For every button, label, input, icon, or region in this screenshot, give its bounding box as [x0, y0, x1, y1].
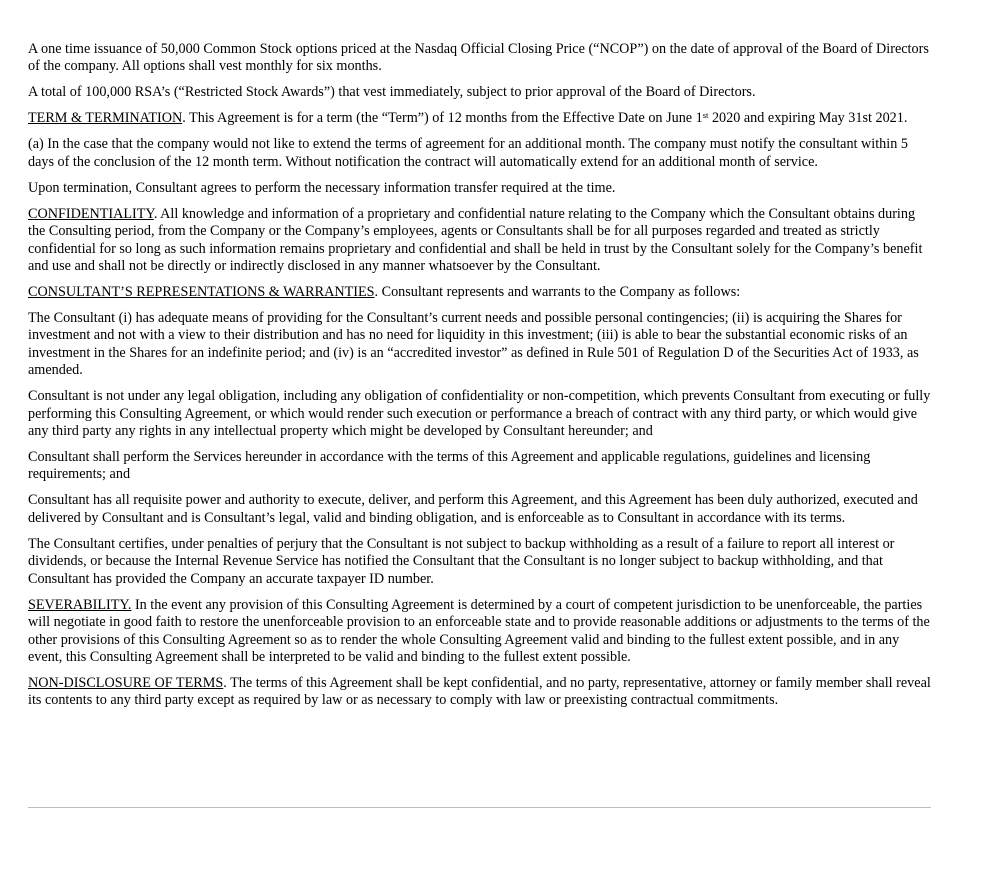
severability-text: In the event any provision of this Consulting Agreement is determined by a court of competent jurisdiction to be unenforceable, the parties will negotiate in good faith to restore the unenforceable provision to an enforceable state and to provide reasonable additions or adjustments to the terms of the other provisions of this Consulting Agreement so as to render the whole Consulting Agreement valid and binding to the fullest extent possible, and in any event, this Consulting Agreement shall be interpreted to be valid and binding to the fullest extent possible.	[28, 596, 930, 665]
extension-paragraph: (a) In the case that the company would not like to extend the terms of agreement for an additional month. The company must notify the consultant within 5 days of the conclusion of the 12 month term. Without notification the contract will automatically extend for an additional month of service.	[28, 136, 908, 170]
representations-heading: CONSULTANT’S REPRESENTATIONS & WARRANTIES	[28, 284, 375, 301]
confidentiality-paragraph	[28, 206, 933, 276]
term-termination-paragraph	[28, 110, 933, 127]
page-divider	[28, 807, 931, 808]
representations-text: . Consultant represents and warrants to the Company as follows:	[374, 284, 741, 301]
services-compliance-paragraph: Consultant shall perform the Services hereunder in accordance with the terms of this Agreement and applicable regulations, guidelines and licensing requirements; and	[28, 449, 871, 483]
backup-withholding-paragraph: The Consultant certifies, under penalties of perjury that the Consultant is not subject to backup withholding as a result of a failure to report all interest or dividends, or because the Internal Revenue Service has notified the Consultant that the Consultant is no longer subject to backup withholding, and that Consultant has provided the Company an accurate taxpayer ID number.	[28, 535, 895, 587]
stock-options-paragraph: A one time issuance of 50,000 Common Stock options priced at the Nasdaq Official Closing Price (“NCOP”) on the date of approval of the Board of Directors of the company. All options shall vest monthly for six months.	[28, 41, 929, 75]
investor-status-paragraph: The Consultant (i) has adequate means of providing for the Consultant’s current needs and possible personal contingencies; (ii) is acquiring the Shares for investment and not with a view to their distribution and has no need for liquidity in this investment; (iii) is able to bear the substantial economic risks of an investment in the Shares for an indefinite period; and (iv) is an “accredited investor” as defined in Rule 501 of Regulation D of the Securities Act of 1933, as amended.	[28, 310, 919, 379]
confidentiality-text: . All knowledge and information of a proprietary and confidential nature relating to the Company which the Consultant obtains during the Consulting period, from the Company or the Company’s employees, agents or Consultants shall be for all purposes regarded and treated as strictly confidential for so long as such information remains proprietary and confidential and shall be held in trust by the Consultant solely for the Company’s benefit and use and shall not be directly or indirectly disclosed in any manner whatsoever by the Consultant.	[28, 205, 923, 275]
termination-transfer-paragraph: Upon termination, Consultant agrees to perform the necessary information transfer required at the time.	[28, 179, 616, 196]
rsa-paragraph: A total of 100,000 RSA’s (“Restricted Stock Awards”) that vest immediately, subject to prior approval of the Board of Directors.	[28, 84, 756, 101]
non-disclosure-heading: NON-DISCLOSURE OF TERMS	[28, 674, 224, 691]
document-body	[28, 41, 933, 718]
representations-paragraph	[28, 284, 933, 301]
severability-paragraph	[28, 597, 933, 667]
term-text-before: . This Agreement is for a term (the “Term”) of 12 months from the Effective Date on June 1	[182, 110, 703, 127]
non-disclosure-text: . The terms of this Agreement shall be kept confidential, and no party, representative, attorney or family member shall reveal its contents to any third party except as required by law or as necessary to comply with law or preexisting contractual commitments.	[28, 674, 931, 709]
non-disclosure-paragraph	[28, 675, 933, 710]
term-termination-heading: TERM & TERMINATION	[28, 110, 183, 127]
severability-heading: SEVERABILITY.	[28, 596, 132, 613]
term-superscript: st	[702, 110, 709, 121]
term-text-after: 2020 and expiring May 31st 2021.	[708, 110, 908, 127]
legal-obligation-paragraph: Consultant is not under any legal obligation, including any obligation of confidentiality or non-competition, which prevents Consultant from executing or fully performing this Consulting Agreement, or which would render such execution or performance a breach of contract with any third party, or which would give any third party any rights in any intellectual property which might be developed by Consultant hereunder; and	[28, 388, 931, 440]
confidentiality-heading: CONFIDENTIALITY	[28, 205, 154, 222]
authority-paragraph: Consultant has all requisite power and authority to execute, deliver, and perform this Agreement, and this Agreement has been duly authorized, executed and delivered by Consultant and is Consultant’s legal, valid and binding obligation, and is enforceable as to Consultant in accordance with its terms.	[28, 492, 918, 526]
